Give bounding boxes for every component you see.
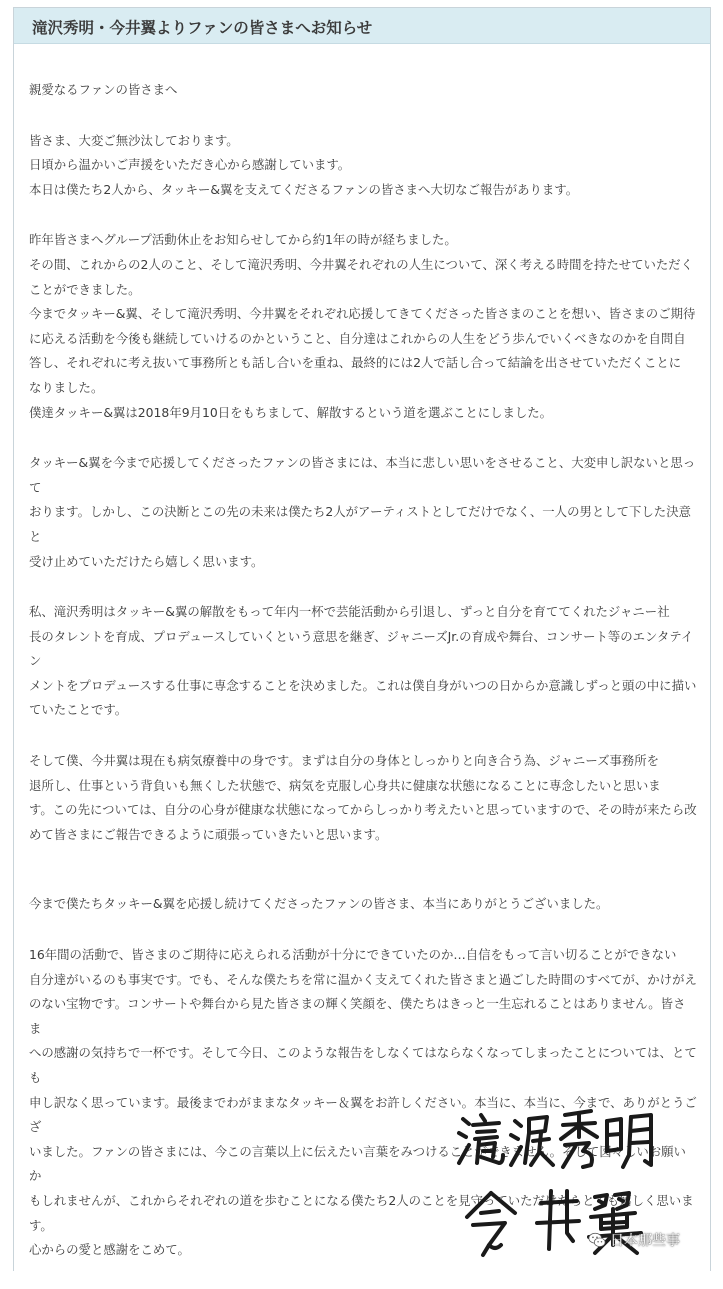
letter-paragraph-imai: そして僕、今井翼は現在も病気療養中の身です。まずは自分の身体としっかりと向き合う為、ジャニーズ事務所を 退所し、仕事という背負いも無くした状態で、病気を克服し心身共に健康な状態になることに専念したいと思いま す。この先については、自分の心身が健康な状態になってからしっかり考えたいと思っていますので、その時が来たら改 めて皆さまにご報告できるように頑張っていきたいと思います。 — [29, 753, 697, 842]
letter-paragraph-announcement: 昨年皆さまへグループ活動休止をお知らせしてから約1年の時が経ちました。 その間、これからの2人のこと、そして滝沢秀明、今井翼それぞれの人生について、深く考える時間を持たせていただく ことができました。 今までタッキー&翼、そして滝沢秀明、今井翼をそれぞれ応援してきてくださった皆さまのことを想い、皆さまのご期待 に応える活動を今後も継続していけるのかということ、自分達はこれからの人生をどう歩んでいくべきなのかを自問自 答し、それぞれに考え抜いて事務所とも話し合いを重ね、最終的には2人で話し合って結論を出させていただくことに なりました。 僕達タッキー&翼は2018年9月10日をもちまして、解散するという道を選ぶことにしました。 — [29, 232, 696, 420]
letter-paragraph-apology: タッキー&翼を今まで応援してくださったファンの皆さまには、本当に悲しい思いをさせること、大変申し訳ないと思って おります。しかし、この決断とこの先の未来は僕たち2人がアーティストとしてだけでなく、一人の男として下した決意と 受け止めていただけたら嬉しく思います。 — [29, 455, 696, 569]
letter-paragraph-closing: 16年間の活動で、皆さまのご期待に応えられる活動が十分にできていたのか…自信をもって言い切ることができない 自分達がいるのも事実です。でも、そんな僕たちを常に温かく支えてくれた皆さまと過ごした時間のすべてが、かけがえ のない宝物です。コンサートや舞台から見た皆さまの輝く笑顔を、僕たちはきっと一生忘れることはありません。皆さま への感謝の気持ちで一杯です。そして今日、このような報告をしなくてはならなくなってしまったことについては、とても 申し訳なく思っています。最後までわがままなタッキー＆翼をお許しください。本当に、本当に、今まで、ありがとうござ いました。ファンの皆さまには、今この言葉以上に伝えたい言葉をみつけることができません。そして図々しいお願いか もしれませんが、これからそれぞれの道を歩むことになる僕たち2人のことを見守っていただけたらとても嬉しく思います。 心からの愛と感謝をこめて。 — [29, 947, 697, 1258]
letter-paragraph-takizawa: 私、滝沢秀明はタッキー&翼の解散をもって年内一杯で芸能活動から引退し、ずっと自分を育ててくれたジャニー社 長のタレントを育成、プロデュースしていくという意思を継ぎ、ジャニーズJr.の育成や舞台、コンサート等のエンタテイン メントをプロデュースする仕事に専念することを決めました。これは僕自身がいつの日からか意識しずっと頭の中に描い ていたことです。 — [29, 604, 697, 718]
letter-paragraph-greeting: 皆さま、大変ご無沙汰しております。 日頃から温かいご声援をいただき心から感謝しています。 本日は僕たち2人から、タッキー&翼を支えてくださるファンの皆さまへ大切なご報告があります。 — [29, 132, 579, 197]
salutation: 親愛なるファンの皆さまへ — [29, 82, 178, 97]
watermark — [588, 1228, 680, 1252]
notice-title: 滝沢秀明・今井翼よりファンの皆さまへお知らせ — [32, 19, 373, 37]
notice-panel — [13, 7, 711, 1271]
letter-paragraph-thanks: 今まで僕たちタッキー&翼を応援し続けてくださったファンの皆さま、本当にありがとうございました。 — [29, 896, 609, 912]
watermark-text: 日本那些事 — [610, 1233, 680, 1249]
notice-title-bar — [14, 8, 710, 44]
wechat-icon — [588, 1231, 606, 1249]
signature-takizawa — [459, 1111, 651, 1167]
